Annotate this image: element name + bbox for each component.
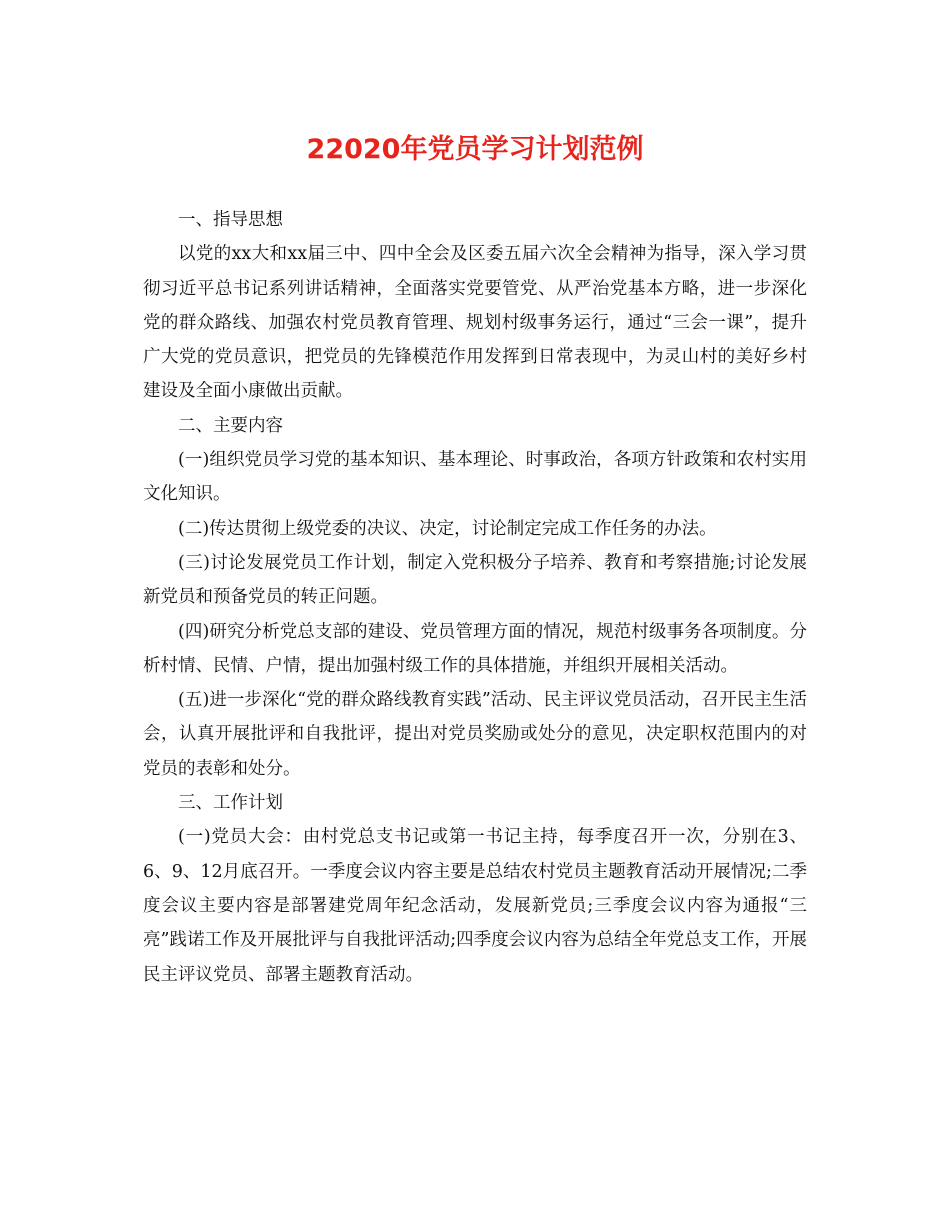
paragraph-guiding-ideology: 以党的xx大和xx届三中、四中全会及区委五届六次全会精神为指导，深入学习贯彻习近平总书记系列讲话精神，全面落实党要管党、从严治党基本方略，进一步深化党的群众路线、加强农村党员教育管理、规划村级事务运行，通过“三会一课”，提升广大党的党员意识，把党员的先锋模范作用发挥到日常表现中，为灵山村的美好乡村建设及全面小康做出贡献。 <box>143 244 807 402</box>
paragraph-content-5: (五)进一步深化“党的群众路线教育实践”活动、民主评议党员活动，召开民主生活会，认真开展批评和自我批评，提出对党员奖励或处分的意见，决定职权范围内的对党员的表彰和处分。 <box>143 690 807 779</box>
paragraph-work-plan-1: (一)党员大会：由村党总支书记或第一书记主持，每季度召开一次，分别在3、6、9、12月底召开。一季度会议内容主要是总结农村党员主题教育活动开展情况;二季度会议主要内容是部署建党周年纪念活动，发展新党员;三季度会议内容为通报“三亮”践诺工作及开展批评与自我批评活动;四季度会议内容为总结全年党总支工作，开展民主评议党员、部署主题教育活动。 <box>143 827 807 985</box>
document-title: 22020年党员学习计划范例 <box>306 134 644 165</box>
document-body <box>143 203 807 992</box>
paragraph-content-1: (一)组织党员学习党的基本知识、基本理论、时事政治，各项方针政策和农村实用文化知识。 <box>143 450 807 505</box>
paragraph-content-4: (四)研究分析党总支部的建设、党员管理方面的情况，规范村级事务各项制度。分析村情、民情、户情，提出加强村级工作的具体措施，并组织开展相关活动。 <box>143 621 807 676</box>
section-heading-main-content: 二、主要内容 <box>178 415 283 436</box>
paragraph-content-2: (二)传达贯彻上级党委的决议、决定，讨论制定完成工作任务的办法。 <box>178 518 717 539</box>
section-heading-work-plan: 三、工作计划 <box>178 793 283 814</box>
paragraph-content-3: (三)讨论发展党员工作计划，制定入党积极分子培养、教育和考察措施;讨论发展新党员和预备党员的转正问题。 <box>143 552 807 608</box>
section-heading-guiding-ideology: 一、指导思想 <box>178 210 283 230</box>
